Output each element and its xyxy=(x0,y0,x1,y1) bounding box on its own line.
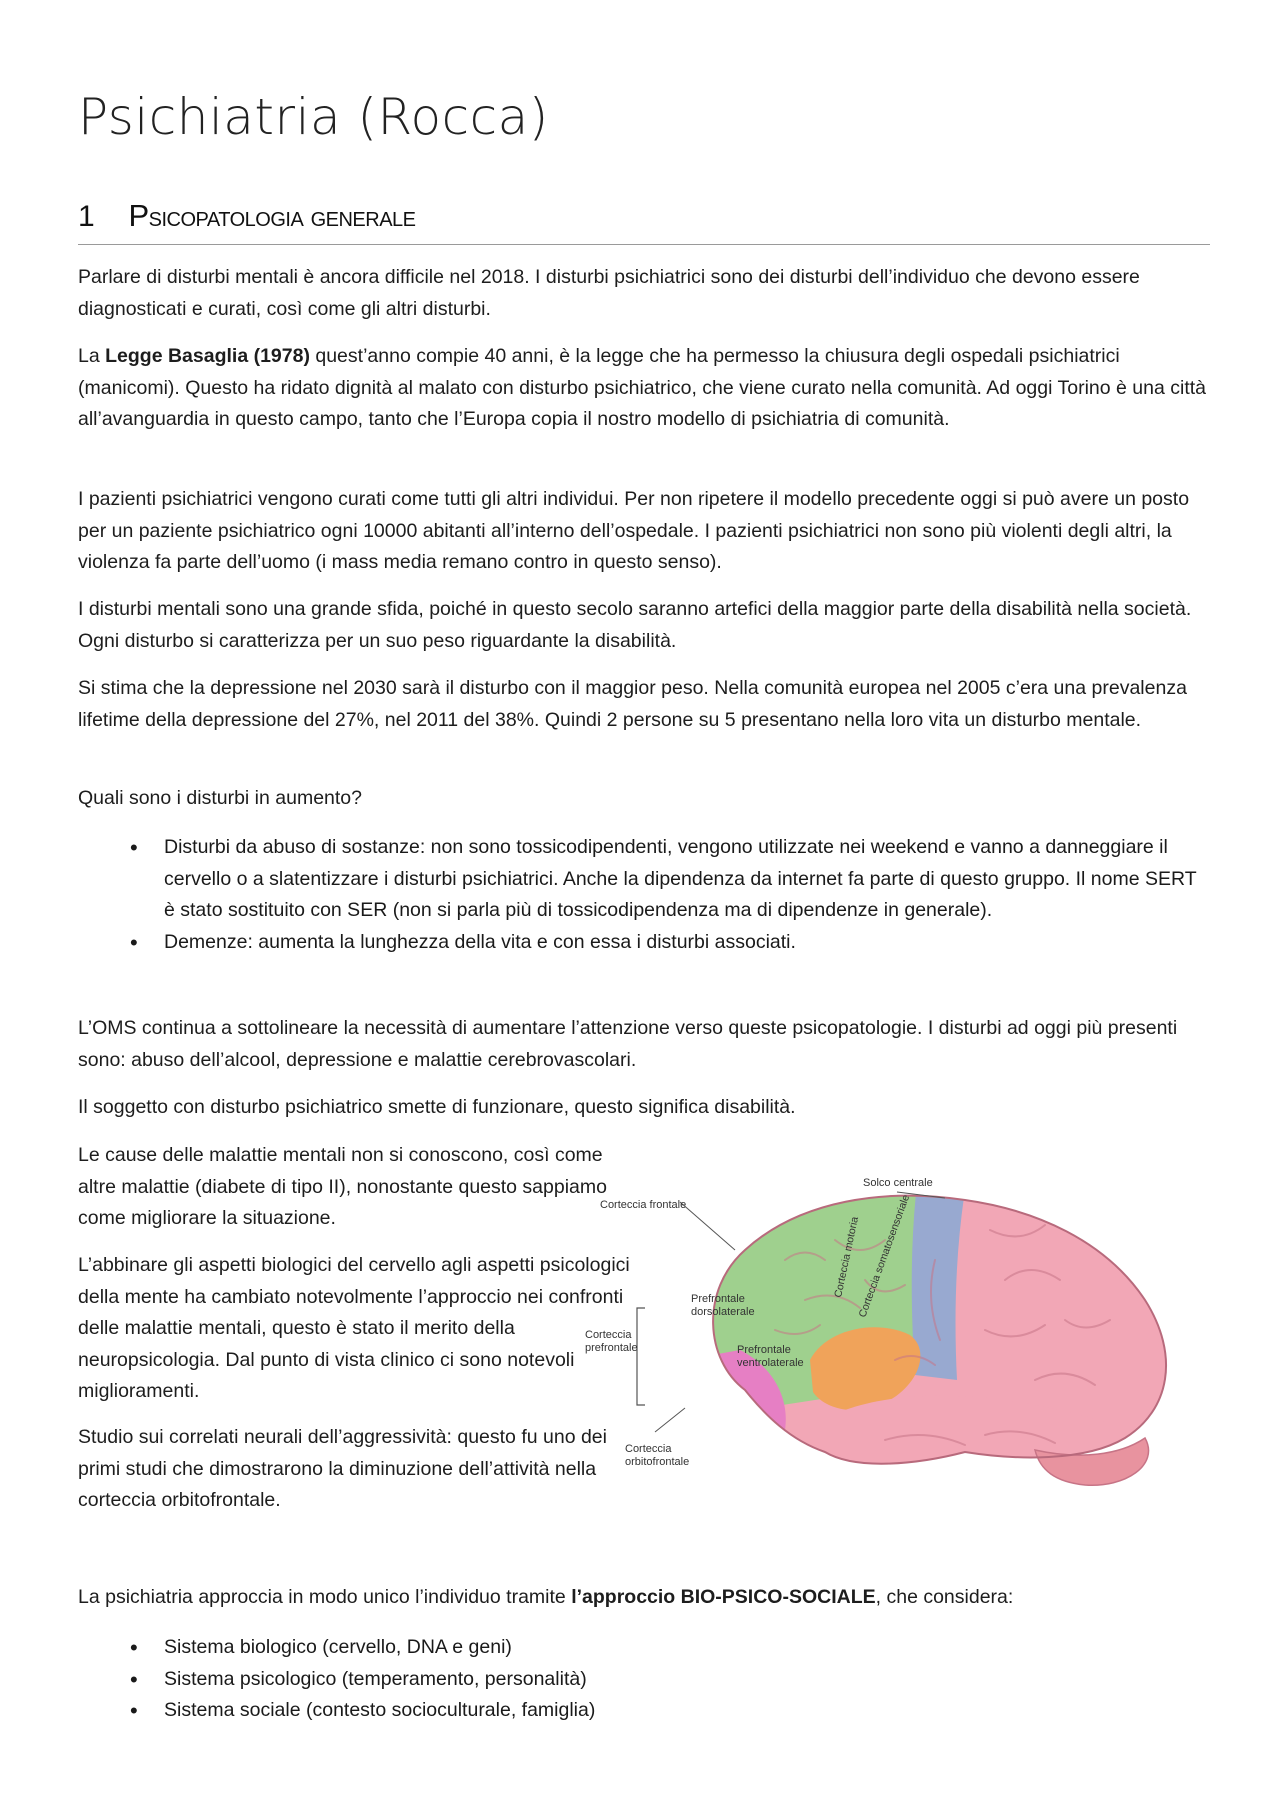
list-item xyxy=(78,927,1210,959)
section-number: 1 xyxy=(78,200,95,233)
bold-law-name: Legge Basaglia (1978) xyxy=(105,345,310,367)
section-title-initial: P xyxy=(128,198,149,233)
paragraph-basaglia xyxy=(78,341,1210,436)
section-heading xyxy=(78,198,1210,245)
list-item-text: Sistema psicologico (temperamento, personalità) xyxy=(164,1667,587,1690)
label-prefrontale-dorsolaterale-2: dorsolaterale xyxy=(691,1306,755,1318)
paragraph-causes: Le cause delle malattie mentali non si conoscono, così come altre malattie (diabete di tipo II), nonostante questo sappiamo come migliorare la situazione. xyxy=(78,1144,607,1229)
label-prefrontale-dorsolaterale-1: Prefrontale xyxy=(691,1293,745,1305)
temporal-lobe-region xyxy=(825,1396,1105,1500)
section-title xyxy=(128,198,416,233)
list-item-text: Sistema sociale (contesto socioculturale, famiglia) xyxy=(164,1699,596,1721)
label-corteccia-orbitofrontale-2: orbitofrontale xyxy=(625,1456,690,1468)
label-corteccia-prefrontale-2: prefrontale xyxy=(585,1342,638,1354)
paragraph-disability: Il soggetto con disturbo psichiatrico smette di funzionare, questo significa disabilità. xyxy=(78,1096,796,1118)
brain-illustration xyxy=(585,1160,1205,1500)
list-item-text: Disturbi da abuso di sostanze: non sono tossicodipendenti, vengono utilizzate nei weekend e vanno a danneggiare il cervello o a slatentizzare i disturbi psichiatrici. Anche la dipendenza da internet fa parte di questo gruppo. Il nome SERT è stato sostituito con SER (non si parla più di tossicodipendenza ma di dipendenze in generale). xyxy=(164,836,1197,921)
paragraph-biopsicosocial xyxy=(78,1582,1210,1614)
list-item xyxy=(78,832,1210,927)
bullet-dot: • xyxy=(130,1698,138,1723)
label-solco-centrale: Solco centrale xyxy=(863,1177,933,1189)
label-prefrontale-ventrolaterale-1: Prefrontale xyxy=(737,1344,791,1356)
label-corteccia-somatosensoriale: Corteccia somatosensoriale xyxy=(856,1193,913,1320)
list-increasing-disorders xyxy=(78,832,1210,958)
bullet-dot: • xyxy=(130,929,138,955)
bullet-dot: • xyxy=(130,1666,138,1692)
text-span: La psichiatria approccia in modo unico l’individuo tramite xyxy=(78,1586,572,1608)
paragraph-neuropsychology: L’abbinare gli aspetti biologici del cervello agli aspetti psicologici della mente ha cambiato notevolmente l’approccio nei confronti delle malattie mentali, questo è stato il merito della neuropsicologia. Dal punto di vista clinico ci sono notevoli miglioramenti. xyxy=(78,1254,630,1402)
paragraph-aggression-study: Studio sui correlati neurali dell’aggressività: questo fu uno dei primi studi che dimostrarono la diminuzione dell’attività nella corteccia orbitofrontale. xyxy=(78,1426,607,1511)
list-item xyxy=(78,1664,1210,1696)
prefrontal-bracket xyxy=(637,1308,645,1405)
list-item-text: Demenze: aumenta la lunghezza della vita e con essa i disturbi associati. xyxy=(164,930,796,953)
paragraph-patients: I pazienti psichiatrici vengono curati come tutti gli altri individui. Per non ripetere il modello precedente oggi si può avere un posto per un paziente psichiatrico ogni 10000 abitanti all’interno dell’ospedale. I pazienti psichiatrici non sono più violenti degli altri, la violenza fa parte dell’uomo (i mass media remano contro in questo senso). xyxy=(78,488,1190,573)
label-corteccia-frontale: Corteccia frontale xyxy=(600,1199,687,1211)
label-corteccia-orbitofrontale-1: Corteccia xyxy=(625,1443,672,1455)
label-prefrontale-ventrolaterale-2: ventrolaterale xyxy=(737,1357,804,1369)
paragraph-intro: Parlare di disturbi mentali è ancora difficile nel 2018. I disturbi psichiatrici sono dei disturbi dell’individuo che devono essere diagnosticati e curati, così come gli altri disturbi. xyxy=(78,266,1140,320)
list-item xyxy=(78,1695,1210,1727)
list-systems xyxy=(78,1632,1210,1727)
label-corteccia-prefrontale-1: Corteccia xyxy=(585,1329,632,1341)
text-span: La xyxy=(78,345,106,367)
paragraph-challenge: I disturbi mentali sono una grande sfida, poiché in questo secolo saranno artefici della maggior parte della disabilità nella società. Ogni disturbo si caratterizza per un suo peso riguardante la disabilità. xyxy=(78,598,1192,652)
paragraph-oms: L’OMS continua a sottolineare la necessità di aumentare l’attenzione verso queste psicopatologie. I disturbi ad oggi più presenti sono: abuso dell’alcool, depressione e malattie cerebrovascolari. xyxy=(78,1017,1178,1071)
paragraph-question: Quali sono i disturbi in aumento? xyxy=(78,787,362,809)
label-corteccia-motoria: Corteccia motoria xyxy=(832,1215,862,1299)
paragraph-depression: Si stima che la depressione nel 2030 sarà il disturbo con il maggior peso. Nella comunità europea nel 2005 c’era una prevalenza lifetime della depressione del 27%, nel 2011 del 38%. Quindi 2 persone su 5 presentano nella loro vita un disturbo mentale. xyxy=(78,677,1187,731)
bullet-dot: • xyxy=(130,1635,138,1660)
document-title: Psichiatria (Rocca) xyxy=(78,88,549,146)
bold-approach-name: l’approccio BIO-PSICO-SOCIALE xyxy=(571,1586,876,1608)
corteccia-frontale-leader xyxy=(680,1202,735,1250)
section-title-rest: sicopatologia generale xyxy=(148,201,416,232)
orbitofrontale-leader xyxy=(655,1408,685,1432)
list-item-text: Sistema biologico (cervello, DNA e geni) xyxy=(164,1636,512,1658)
bullet-dot: • xyxy=(130,835,138,860)
list-item xyxy=(78,1632,1210,1664)
text-span: quest’anno compie 40 anni, è la legge che ha permesso la chiusura degli ospedali psichiatrici (manicomi). Questo ha ridato dignità al malato con disturbo psichiatrico, che viene curato nella comunità. Ad oggi Torino è una città all’avanguardia in questo campo, tanto che l’Europa copia il nostro modello di psichiatria di comunità. xyxy=(78,345,1207,430)
text-span: , che considera: xyxy=(875,1586,1014,1608)
